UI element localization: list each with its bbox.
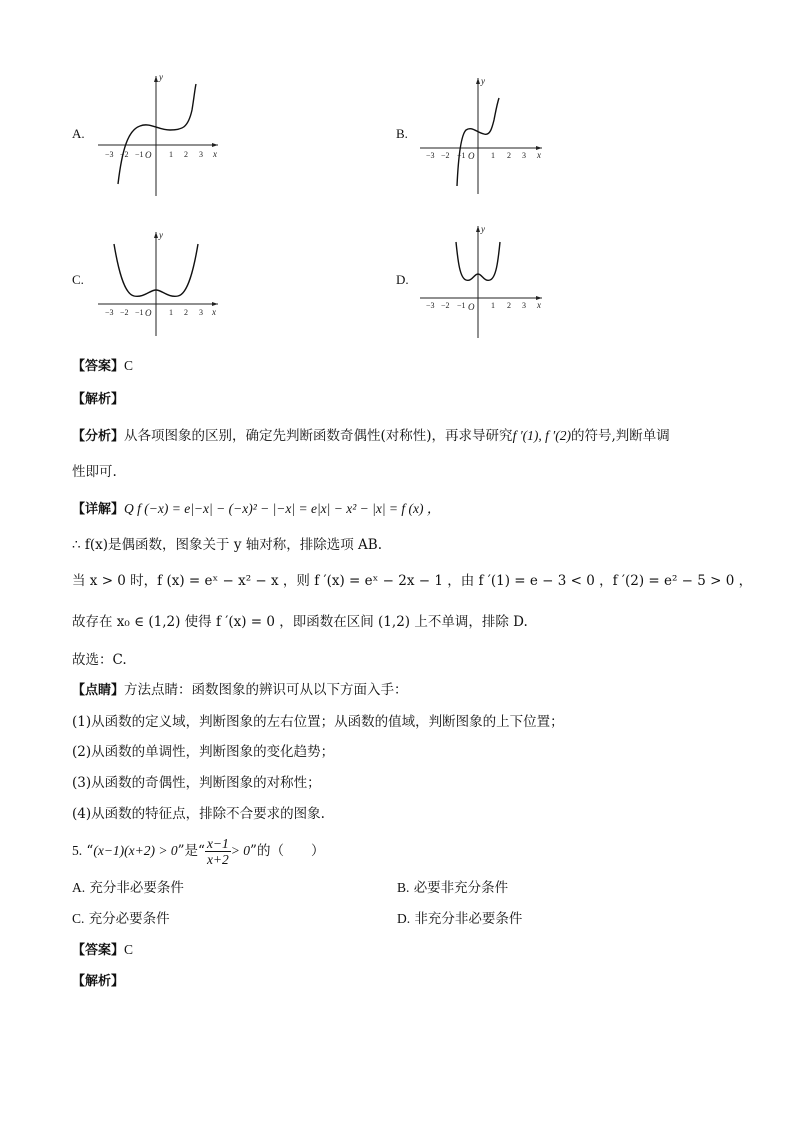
option-d-label xyxy=(396,272,409,288)
option-text: 充分非必要条件 xyxy=(89,880,184,896)
q4-line-3 xyxy=(72,571,752,591)
xiangjie-line-1: Q f (−x) = e|−x| − (−x)² − |−x| = e|x| − x² − |x| = f (x) ， xyxy=(124,501,441,516)
q5-option-c[interactable] xyxy=(72,909,170,929)
tick-label: 2 xyxy=(184,308,188,317)
x-axis-label: x xyxy=(537,300,541,310)
fraction-denominator: x+2 xyxy=(206,852,229,867)
tick-label: −2 xyxy=(120,150,129,159)
q5-analysis-heading xyxy=(72,971,124,992)
tick-label: −2 xyxy=(120,308,129,317)
option-text: 非充分非必要条件 xyxy=(414,911,523,927)
tick-label: 3 xyxy=(522,151,526,160)
option-b-label xyxy=(396,126,408,142)
solution-line-3: 当 x > 0 时，f (x) = eˣ − x² − x ，则 f ′(x) = eˣ − 2x − 1 ，由 f ′(1) = e − 3 < 0 ，f ′(2) = e² − 5 > 0 ， xyxy=(72,573,753,589)
curve-a xyxy=(118,84,196,184)
option-label: B. xyxy=(397,880,410,895)
graph-c-label: C. xyxy=(72,272,84,287)
option-a-label xyxy=(72,126,85,142)
tick-label: 3 xyxy=(522,301,526,310)
tick-label: −2 xyxy=(441,301,450,310)
q4-dianjing xyxy=(72,680,408,701)
xiangjie-tag: 【详解】 xyxy=(72,502,125,517)
option-text: 充分必要条件 xyxy=(88,911,170,927)
tick-label: 1 xyxy=(169,308,173,317)
q4-line-2 xyxy=(72,535,382,555)
tick-label: −1 xyxy=(457,301,466,310)
y-axis-label: y xyxy=(159,72,163,82)
q5-answer xyxy=(72,940,133,961)
y-axis-arrow-icon xyxy=(154,76,158,82)
tick-label: 2 xyxy=(507,151,511,160)
graph-b-label: B. xyxy=(396,126,408,141)
y-axis-arrow-icon xyxy=(476,226,480,232)
answer-tag: 【答案】 xyxy=(72,943,125,958)
option-label: D. xyxy=(397,911,411,926)
option-label: A. xyxy=(72,880,86,895)
x-axis-label: x xyxy=(213,149,217,159)
tick-label: 3 xyxy=(199,308,203,317)
q5-mid: ”是“ xyxy=(177,843,205,859)
q5-number: 5. xyxy=(72,843,83,858)
graph-a xyxy=(98,70,228,200)
fenxi-text-3: 性即可. xyxy=(72,464,117,480)
option-c-label xyxy=(72,272,84,288)
point-text: (2)从函数的单调性，判断图象的变化趋势； xyxy=(72,744,335,760)
answer-tag: 【答案】 xyxy=(72,359,125,374)
tick-label: 2 xyxy=(184,150,188,159)
point-text: (1)从函数的定义域，判断图象的左右位置；从函数的值域，判断图象的上下位置； xyxy=(72,714,564,730)
graph-c xyxy=(98,228,228,340)
fenxi-text-2: 的符号,判断单调 xyxy=(570,428,670,444)
graph-a-svg xyxy=(98,70,228,200)
solution-line-4: 故存在 x₀ ∈ (1,2) 使得 f ′(x) = 0 ，即函数在区间 (1,2) 上不单调，排除 D. xyxy=(72,614,528,630)
answer-value: C xyxy=(124,942,134,957)
graph-b-svg xyxy=(420,74,550,198)
q4-line-4 xyxy=(72,612,528,632)
x-axis-arrow-icon xyxy=(212,143,218,147)
option-text: 必要非充分条件 xyxy=(413,880,509,896)
x-axis-label: x xyxy=(212,307,216,317)
point-2 xyxy=(72,742,334,762)
y-axis-label: y xyxy=(159,230,163,240)
graph-d xyxy=(420,222,550,342)
q5-option-a[interactable] xyxy=(72,878,184,898)
analysis-tag: 【解析】 xyxy=(72,974,125,989)
solution-line-5: 故选：C. xyxy=(72,652,127,668)
q4-xiangjie xyxy=(72,499,440,520)
dianjing-text: 方法点睛：函数图象的辨识可从以下方面入手： xyxy=(124,682,408,698)
tick-label: −1 xyxy=(135,308,144,317)
fraction-numerator: x−1 xyxy=(206,836,229,851)
y-axis-arrow-icon xyxy=(154,232,158,238)
tick-label: 1 xyxy=(491,301,495,310)
tick-label: −2 xyxy=(441,151,450,160)
graph-c-svg xyxy=(98,228,228,340)
graph-d-label: D. xyxy=(396,272,409,287)
point-4 xyxy=(72,804,325,824)
point-text: (4)从函数的特征点，排除不合要求的图象. xyxy=(72,806,325,822)
y-axis-arrow-icon xyxy=(476,78,480,84)
tick-label: −1 xyxy=(135,150,144,159)
dianjing-tag: 【点睛】 xyxy=(72,683,125,698)
fenxi-tag: 【分析】 xyxy=(72,429,125,444)
q4-fenxi xyxy=(72,426,670,447)
q5-stem xyxy=(72,834,324,868)
tick-label: 1 xyxy=(169,150,173,159)
graph-b xyxy=(420,74,550,198)
tick-label: −3 xyxy=(426,301,435,310)
graph-d-svg xyxy=(420,222,550,342)
tick-label: −3 xyxy=(426,151,435,160)
answer-value: C xyxy=(124,358,134,373)
tick-label: −3 xyxy=(105,150,114,159)
q5-open-quote: “ xyxy=(86,843,94,859)
origin-label: O xyxy=(468,302,475,312)
x-axis-arrow-icon xyxy=(212,302,218,306)
fenxi-text-1: 从各项图象的区别，确定先判断函数奇偶性(对称性)，再求导研究 xyxy=(124,428,513,444)
tick-label: −1 xyxy=(457,151,466,160)
q5-option-d[interactable] xyxy=(397,909,522,929)
point-3 xyxy=(72,773,321,793)
y-axis-label: y xyxy=(481,224,485,234)
q4-answer xyxy=(72,356,133,377)
q5-gt-zero: > 0 xyxy=(230,843,251,858)
q5-option-b[interactable] xyxy=(397,878,508,898)
fenxi-math: f ′(1), f ′(2) xyxy=(512,428,571,443)
tick-label: 3 xyxy=(199,150,203,159)
origin-label: O xyxy=(145,150,152,160)
tick-label: 2 xyxy=(507,301,511,310)
q5-condition-1: (x−1)(x+2) > 0 xyxy=(93,843,178,858)
q4-analysis-heading xyxy=(72,389,124,410)
q5-post: ”的（ ） xyxy=(250,843,325,859)
origin-label: O xyxy=(468,151,475,161)
q4-fenxi-cont xyxy=(72,462,117,482)
q5-fraction xyxy=(205,836,231,867)
solution-line-2: ∴ f(x)是偶函数，图象关于 y 轴对称，排除选项 AB. xyxy=(72,537,382,553)
graph-a-label: A. xyxy=(72,126,85,141)
point-1 xyxy=(72,712,564,732)
origin-label: O xyxy=(145,308,152,318)
analysis-tag: 【解析】 xyxy=(72,392,125,407)
option-label: C. xyxy=(72,911,85,926)
q4-line-5 xyxy=(72,650,127,670)
tick-label: 1 xyxy=(491,151,495,160)
x-axis-label: x xyxy=(537,150,541,160)
y-axis-label: y xyxy=(481,76,485,86)
point-text: (3)从函数的奇偶性，判断图象的对称性； xyxy=(72,775,321,791)
tick-label: −3 xyxy=(105,308,114,317)
